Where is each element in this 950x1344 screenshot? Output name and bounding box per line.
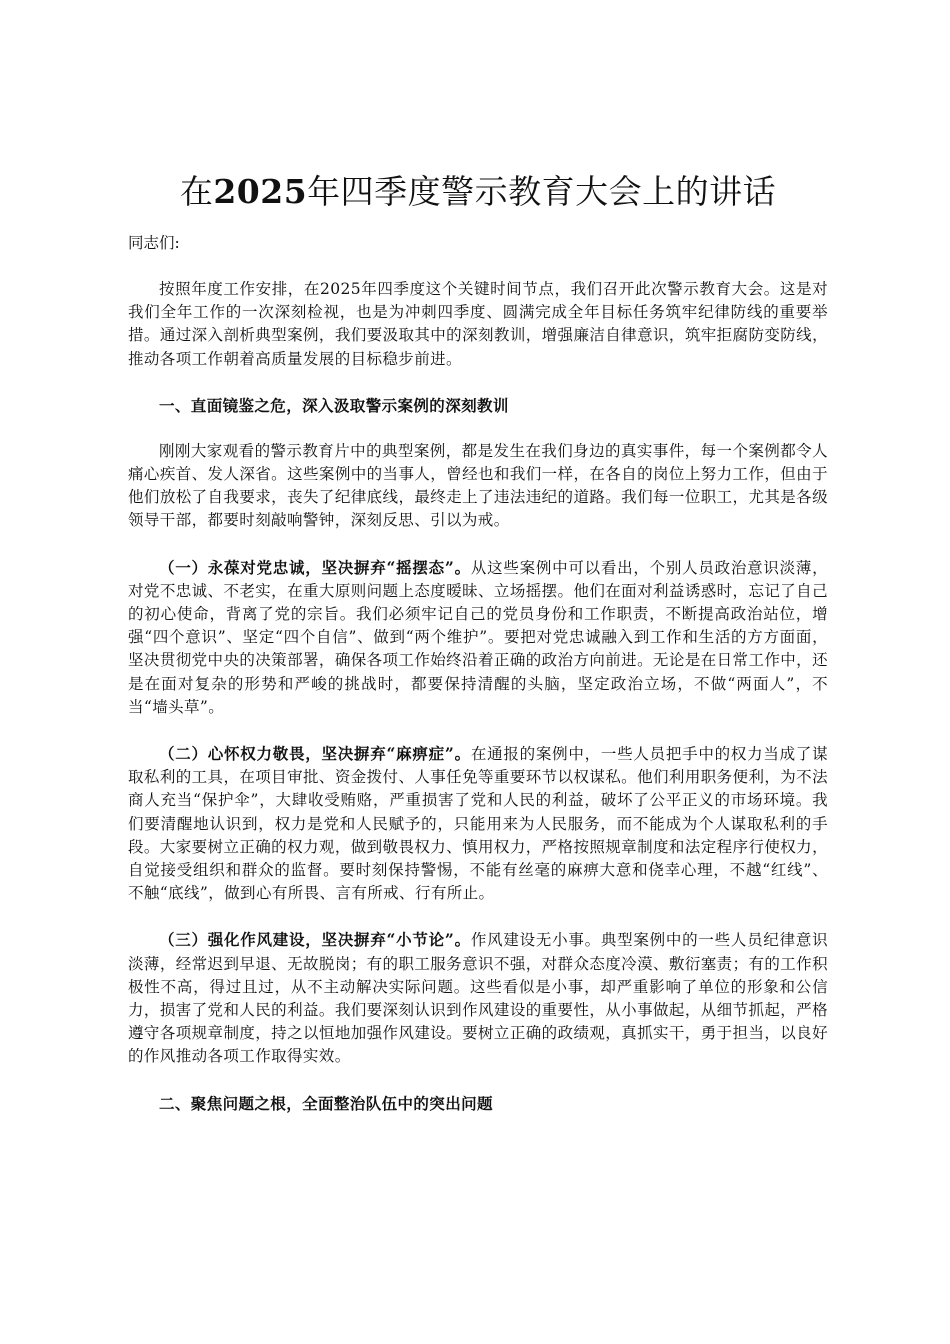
page-title bbox=[128, 168, 828, 216]
section-heading-1: 一、直面镜鉴之危，深入汲取警示案例的深刻教训 bbox=[159, 395, 509, 415]
title-prefix: 在 bbox=[179, 172, 214, 211]
title-year: 2025 bbox=[213, 172, 308, 211]
subsection-1-lead: （一）永葆对党忠诚，坚决摒弃“摇摆态”。 bbox=[159, 557, 471, 577]
section-1-paragraph: 刚刚大家观看的警示教育片中的典型案例，都是发生在我们身边的真实事件，每一个案例都令人痛心疾首、发人深省。这些案例中的当事人，曾经也和我们一样，在各自的岗位上努力工作，但由于他们放松了自我要求，丧失了纪律底线，最终走上了违法违纪的道路。我们每一位职工，尤其是各级领导干部，都要时刻敲响警钟，深刻反思、引以为戒。 bbox=[128, 441, 828, 530]
title-suffix: 年四季度警示教育大会上的讲话 bbox=[307, 172, 777, 211]
subsection-3-lead: （三）强化作风建设，坚决摒弃“小节论”。 bbox=[159, 930, 471, 950]
section-heading-2: 二、聚焦问题之根，全面整治队伍中的突出问题 bbox=[159, 1093, 493, 1113]
subsection-2 bbox=[128, 742, 828, 905]
subsection-2-text: 在通报的案例中，一些人员把手中的权力当成了谋取私利的工具，在项目审批、资金拨付、人事任免等重要环节以权谋私。他们利用职务便利，为不法商人充当“保护伞”，大肆收受贿赂，严重损害了党和人民的利益，破坏了公平正义的市场环境。我们要清醒地认识到，权力是党和人民赋予的，只能用来为人民服务，而不能成为个人谋取私利的手段。大家要树立正确的权力观，做到敬畏权力、慎用权力，严格按照规章制度和法定程序行使权力，自觉接受组织和群众的监督。要时刻保持警惕，不能有丝毫的麻痹大意和侥幸心理，不越“红线”、不触“底线”，做到心有所畏、言有所戒、行有所止。 bbox=[128, 745, 828, 903]
salutation: 同志们: bbox=[128, 234, 180, 252]
intro-paragraph: 按照年度工作安排，在2025年四季度这个关键时间节点，我们召开此次警示教育大会。这是对我们全年工作的一次深刻检视，也是为冲刺四季度、圆满完成全年目标任务筑牢纪律防线的重要举措。通过深入剖析典型案例，我们要汲取其中的深刻教训，增强廉洁自律意识，筑牢拒腐防变防线，推动各项工作朝着高质量发展的目标稳步前进。 bbox=[128, 280, 828, 368]
subsection-2-lead: （二）心怀权力敬畏，坚决摒弃“麻痹症”。 bbox=[159, 744, 471, 764]
subsection-3 bbox=[128, 928, 828, 1068]
subsection-1 bbox=[128, 556, 828, 719]
subsection-3-text: 作风建设无小事。典型案例中的一些人员纪律意识淡薄，经常迟到早退、无故脱岗；有的职工服务意识不强，对群众态度冷漠、敷衍塞责；有的工作积极性不高，得过且过，从不主动解决实际问题。这些看似是小事，却严重影响了单位的形象和公信力，损害了党和人民的利益。我们要深刻认识到作风建设的重要性，从小事做起，从细节抓起，严格遵守各项规章制度，持之以恒地加强作风建设。要树立正确的政绩观，真抓实干，勇于担当，以良好的作风推动各项工作取得实效。 bbox=[128, 931, 828, 1066]
subsection-1-text: 从这些案例中可以看出，个别人员政治意识淡薄，对党不忠诚、不老实，在重大原则问题上态度暧昧、立场摇摆。他们在面对利益诱惑时，忘记了自己的初心使命，背离了党的宗旨。我们必须牢记自己的党员身份和工作职责，不断提高政治站位，增强“四个意识”、坚定“四个自信”、做到“两个维护”。要把对党忠诚融入到工作和生活的方方面面，坚决贯彻党中央的决策部署，确保各项工作始终沿着正确的政治方向前进。无论是在日常工作中，还是在面对复杂的形势和严峻的挑战时，都要保持清醒的头脑，坚定政治立场，不做“两面人”，不当“墙头草”。 bbox=[128, 558, 828, 716]
